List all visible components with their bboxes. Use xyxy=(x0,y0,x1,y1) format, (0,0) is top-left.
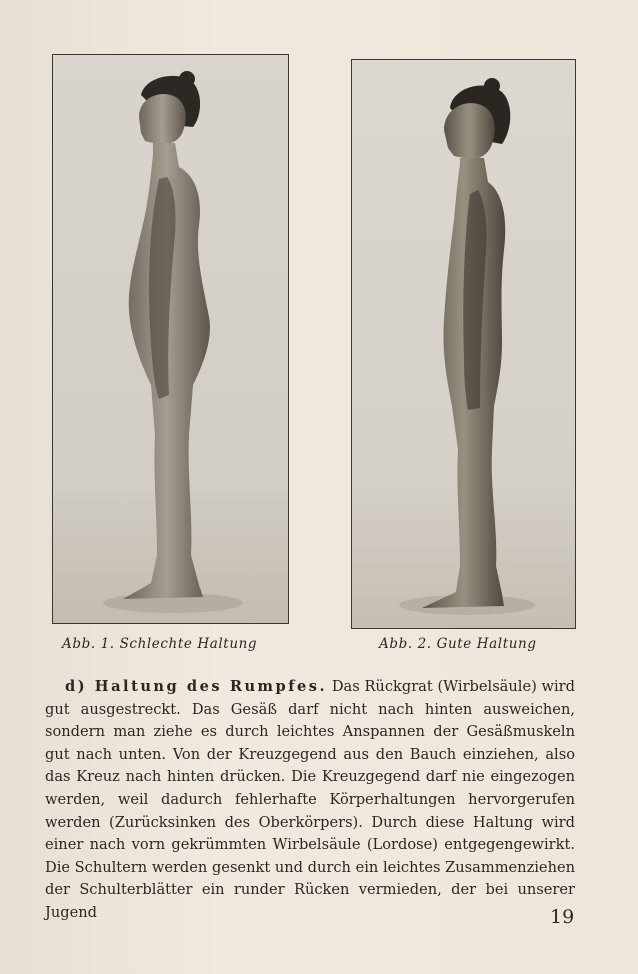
photo-bad-posture xyxy=(52,54,289,624)
photo-good-posture xyxy=(351,59,576,629)
section-text: Das Rückgrat (Wirbelsäule) wird gut ausgestreckt. Das Gesäß darf nicht nach hinten ausweichen, sondern man ziehe es durch leichtes Anspannen der Gesäßmuskeln gut nach unten. Von der Kreuzgegend aus den Bauch einziehen, also das Kreuz nach hinten drücken. Die Kreuzgegend darf nie eingezogen werden, weil dadurch fehlerhafte Körperhaltungen hervorgerufen werden (Zurücksinken des Oberkörpers). Durch diese Haltung wird einer nach vorn gekrümmten Wirbelsäule (Lordose) entgegengewirkt. Die Schultern werden gesenkt und durch ein leichtes Zusammenziehen der Schulterblätter ein runder Rücken vermieden, der bei unserer Jugend xyxy=(45,678,575,921)
body-paragraph xyxy=(45,676,575,925)
figure-caption-2: Abb. 2. Gute Haltung xyxy=(379,636,537,652)
page-number: 19 xyxy=(550,906,575,928)
figure-caption-1: Abb. 1. Schlechte Haltung xyxy=(62,636,258,652)
section-heading: d) Haltung des Rumpfes. xyxy=(65,678,328,695)
